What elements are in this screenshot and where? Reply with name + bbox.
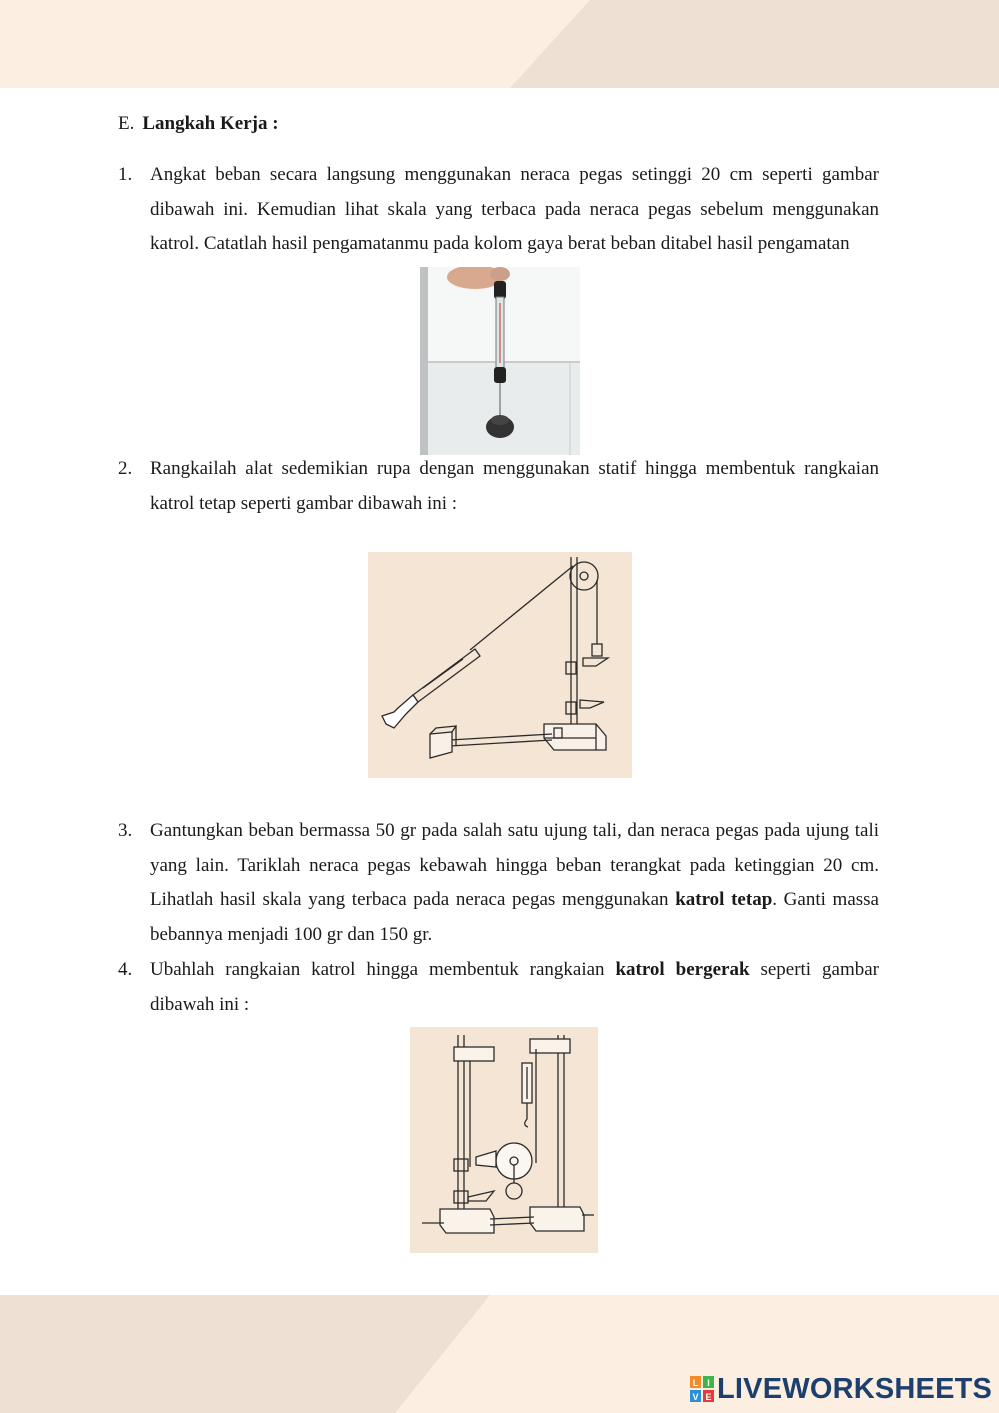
step-text: Angkat beban secara langsung menggunakan neraca pegas setinggi 20 cm seperti gambar dibawah ini. Kemudian lihat skala yang terbaca pada neraca pegas sebelum menggunakan katrol. Catatlah hasil pengamatanmu pada kolom gaya berat beban ditabel hasil pengamatan <box>150 164 879 255</box>
logo-mark-letter: E <box>705 1392 712 1402</box>
section-heading <box>118 113 279 135</box>
step-2 <box>118 452 879 521</box>
step-3 <box>118 814 879 953</box>
step-text: Rangkailah alat sedemikian rupa dengan menggunakan statif hingga membentuk rangkaian katrol tetap seperti gambar dibawah ini : <box>150 458 879 514</box>
step-number: 1. <box>118 164 133 185</box>
step-4 <box>118 953 879 1022</box>
logo-mark-letter: I <box>707 1378 710 1388</box>
movable-pulley-diagram <box>410 1027 598 1253</box>
step-text: . Ganti massa bebannya menjadi 100 gr dan 150 gr. <box>150 889 879 946</box>
step-text: Ubahlah rangkaian katrol hingga membentuk rangkaian <box>150 959 616 980</box>
fixed-pulley-diagram <box>368 552 632 778</box>
liveworksheets-logo[interactable] <box>690 1373 992 1405</box>
step-number: 3. <box>118 820 133 841</box>
step-number: 2. <box>118 458 133 479</box>
logo-mark-letter: L <box>692 1378 699 1388</box>
step-emphasis: katrol bergerak <box>615 959 750 980</box>
logo-mark-icon <box>690 1376 714 1402</box>
step-number: 4. <box>118 959 133 980</box>
section-letter: E. <box>118 113 135 134</box>
logo-mark-letter: V <box>692 1392 699 1402</box>
step-emphasis: katrol tetap <box>675 889 773 911</box>
step-1 <box>118 158 879 262</box>
spring-balance-photo <box>420 267 580 455</box>
logo-text: LIVEWORKSHEETS <box>717 1372 993 1405</box>
step-text: seperti gambar dibawah ini : <box>150 959 879 1015</box>
header-decoration-band <box>0 0 999 88</box>
step-text: Gantungkan beban bermassa 50 gr pada salah satu ujung tali, dan neraca pegas pada ujung tali yang lain. Tariklah neraca pegas kebawah hingga beban terangkat pada ketinggian 20 cm. Lihatlah hasil skala yang terbaca pada neraca pegas menggunakan <box>150 820 879 911</box>
section-title: Langkah Kerja : <box>142 113 279 134</box>
